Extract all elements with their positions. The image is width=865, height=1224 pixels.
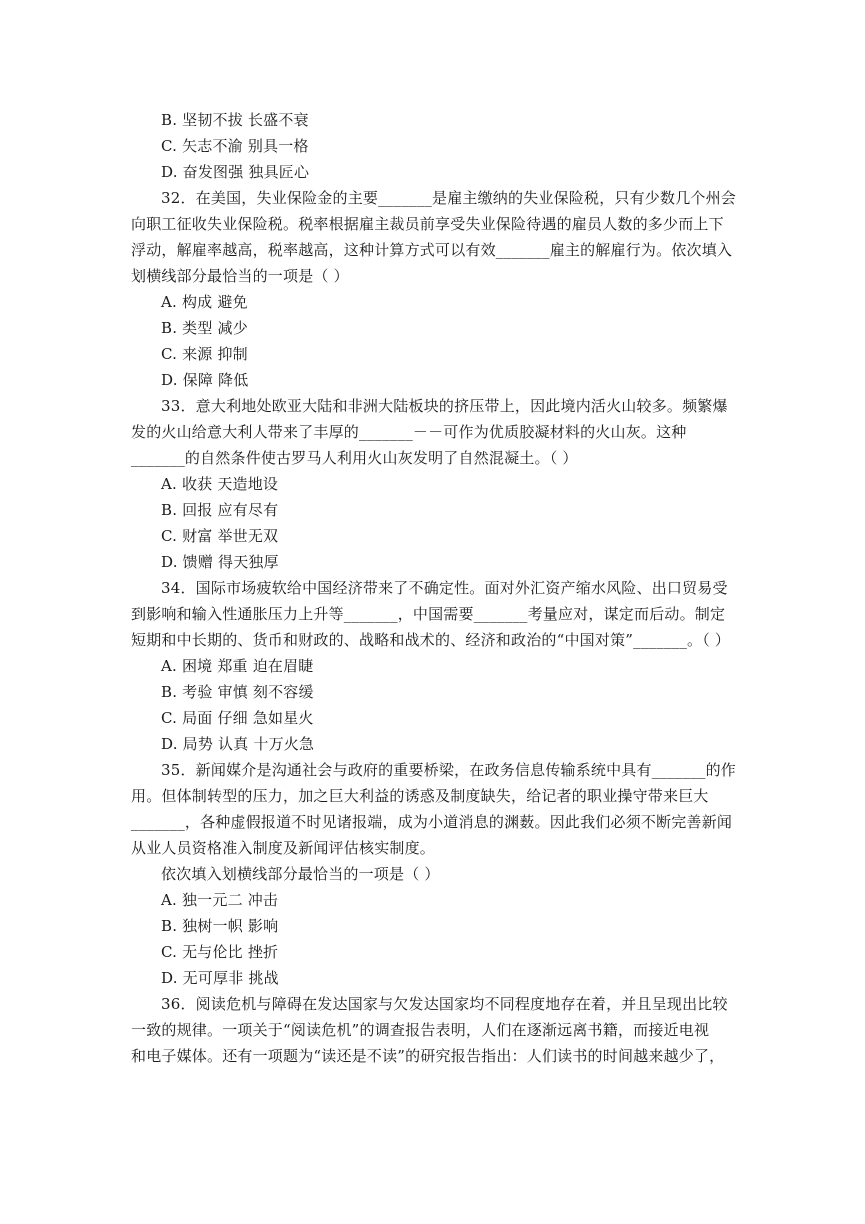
answer-option: D. 保障 降低 bbox=[161, 371, 249, 389]
answer-option: C. 无与伦比 挫折 bbox=[161, 943, 279, 961]
answer-option: A. 困境 郑重 迫在眉睫 bbox=[161, 657, 314, 675]
answer-option: C. 矢志不渝 别具一格 bbox=[161, 137, 309, 155]
question-stem-line: 发的火山给意大利人带来了丰厚的_______－－可作为优质胶凝材料的火山灰。这种 bbox=[131, 423, 687, 441]
answer-option: C. 局面 仔细 急如星火 bbox=[161, 709, 314, 727]
question-stem-line: _______的自然条件使古罗马人利用火山灰发明了自然混凝土。（ ） bbox=[131, 449, 578, 467]
question-stem-start: 35．新闻媒介是沟通社会与政府的重要桥梁，在政务信息传输系统中具有_______的作 bbox=[161, 761, 736, 779]
answer-option: C. 来源 抑制 bbox=[161, 345, 248, 363]
question-stem-line: 到影响和输入性通胀压力上升等_______，中国需要_______考量应对，谋定而后动。制定 bbox=[131, 605, 726, 623]
answer-option: B. 类型 减少 bbox=[161, 319, 248, 337]
question-stem-line: 向职工征收失业保险税。税率根据雇主裁员前享受失业保险待遇的雇员人数的多少而上下 bbox=[131, 215, 724, 233]
question-stem-line: 从业人员资格准入制度及新闻评估核实制度。 bbox=[131, 839, 436, 857]
answer-option: D. 无可厚非 挑战 bbox=[161, 969, 279, 987]
answer-option: A. 构成 避免 bbox=[161, 293, 248, 311]
answer-option: A. 收获 天造地设 bbox=[161, 475, 279, 493]
question-stem-line: 用。但体制转型的压力，加之巨大利益的诱惑及制度缺失，给记者的职业操守带来巨大 bbox=[131, 787, 709, 805]
question-stem-start: 34．国际市场疲软给中国经济带来了不确定性。面对外汇资产缩水风险、出口贸易受 bbox=[161, 579, 728, 597]
question-text-body bbox=[131, 107, 741, 1069]
answer-option: D. 奋发图强 独具匠心 bbox=[161, 163, 310, 181]
question-stem-line: _______，各种虚假报道不时见诸报端，成为小道消息的渊薮。因此我们必须不断完善新闻 bbox=[131, 813, 733, 831]
answer-option: B. 回报 应有尽有 bbox=[161, 501, 279, 519]
question-stem-line: 划横线部分最恰当的一项是（ ） bbox=[131, 267, 349, 285]
question-stem-start: 32．在美国，失业保险金的主要_______是雇主缴纳的失业保险税，只有少数几个州会 bbox=[161, 189, 736, 207]
question-prompt: 依次填入划横线部分最恰当的一项是（ ） bbox=[161, 865, 440, 883]
answer-option: A. 独一元二 冲击 bbox=[161, 891, 279, 909]
question-stem-start: 33．意大利地处欧亚大陆和非洲大陆板块的挤压带上，因此境内活火山较多。频繁爆 bbox=[161, 397, 728, 415]
question-stem-start: 36．阅读危机与障碍在发达国家与欠发达国家均不同程度地存在着，并且呈现出比较 bbox=[161, 995, 728, 1013]
answer-option: B. 考验 审慎 刻不容缓 bbox=[161, 683, 314, 701]
answer-option: D. 馈赠 得天独厚 bbox=[161, 553, 279, 571]
answer-option: B. 坚韧不拔 长盛不衰 bbox=[161, 111, 309, 129]
question-stem-line: 浮动，解雇率越高，税率越高，这种计算方式可以有效_______雇主的解雇行为。依次填入 bbox=[131, 241, 733, 259]
question-stem-line: 短期和中长期的、货币和财政的、战略和战术的、经济和政治的“中国对策”_______。（ ） bbox=[131, 631, 731, 649]
answer-option: B. 独树一帜 影响 bbox=[161, 917, 279, 935]
answer-option: C. 财富 举世无双 bbox=[161, 527, 279, 545]
question-stem-line: 一致的规律。一项关于“阅读危机”的调查报告表明，人们在逐渐远离书籍，而接近电视 bbox=[131, 1021, 710, 1039]
question-stem-line: 和电子媒体。还有一项题为“读还是不读”的研究报告指出：人们读书的时间越来越少了， bbox=[131, 1047, 725, 1065]
answer-option: D. 局势 认真 十万火急 bbox=[161, 735, 315, 753]
